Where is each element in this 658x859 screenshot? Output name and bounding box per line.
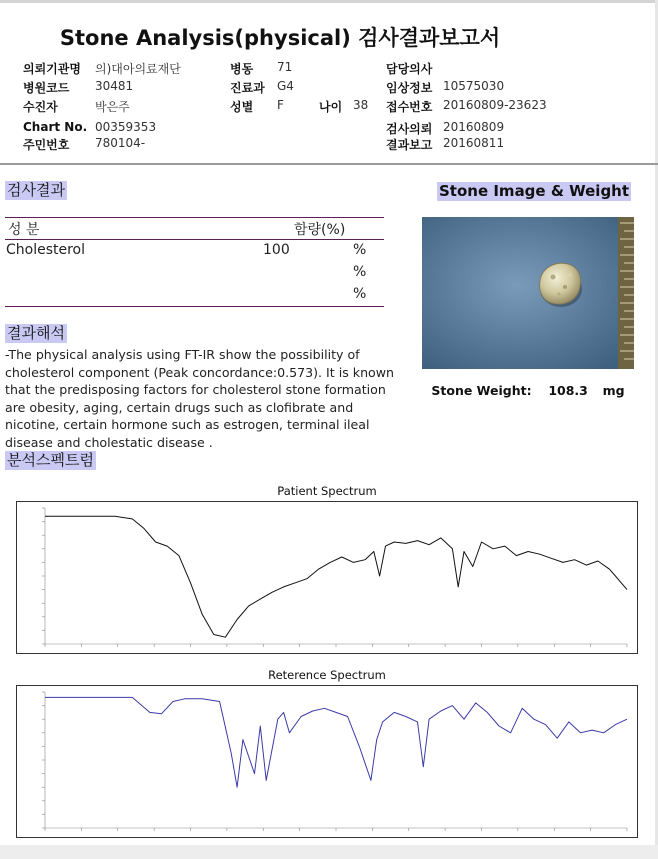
chart-no-value: 00359353 <box>95 120 157 134</box>
ward-value: 71 <box>277 60 293 74</box>
reference-spectrum-line <box>45 697 627 787</box>
receipt-no-value: 20160809-23623 <box>443 98 547 112</box>
stone-photo <box>422 217 634 369</box>
stone-weight-unit: mg <box>602 383 625 398</box>
request-date-label: 검사의뢰 <box>386 122 433 136</box>
ward-label: 병동 <box>230 62 254 76</box>
page-bottom-band <box>0 845 658 859</box>
stone-weight-value: 108.3 <box>548 383 588 398</box>
result-component-1: Cholesterol <box>6 242 86 258</box>
hospital-code-value: 30481 <box>95 79 134 93</box>
spectrum-heading: 분석스펙트럼 <box>7 451 94 469</box>
sex-value: F <box>277 98 284 112</box>
col-component-header: 성 분 <box>8 222 40 238</box>
age-value: 38 <box>353 98 369 112</box>
clinical-info-value: 10575030 <box>443 79 505 93</box>
patient-spectrum-svg <box>17 502 637 653</box>
results-heading: 검사결과 <box>7 181 65 199</box>
reference-spectrum-title: Reterence Spectrum <box>268 668 386 682</box>
department-label: 진료과 <box>230 81 265 95</box>
table-top-rule <box>5 217 384 218</box>
stone-heading: Stone Image & Weight <box>439 182 630 200</box>
institution-label: 의뢰기관명 <box>23 62 81 76</box>
result-unit-3: % <box>353 286 367 302</box>
interpretation-text: -The physical analysis using FT-IR show the possibility of cholesterol component (Peak concordance:0.573). It is known that the predisposing factors for cholesterol stone formation are obesity, aging, certain drugs such as clofibrate and nicotine, certain hormone such as estrogen, terminal ileal disease and cholestatic disease . <box>5 347 395 450</box>
report-title: Stone Analysis(physical) 검사결과보고서 <box>59 26 501 50</box>
doctor-label: 담당의사 <box>386 62 433 76</box>
patient-label: 수진자 <box>23 100 58 114</box>
interpretation-heading: 결과해석 <box>7 324 65 342</box>
stone-photo-image <box>422 217 634 369</box>
patient-value: 박은주 <box>95 100 130 114</box>
resident-no-value: 780104- <box>95 136 146 150</box>
chart-no-label: Chart No. <box>23 120 88 134</box>
top-border <box>0 0 658 3</box>
department-value: G4 <box>277 79 294 93</box>
table-header-rule <box>5 239 384 240</box>
result-value-1: 100 <box>263 242 290 258</box>
report-date-label: 결과보고 <box>386 138 433 152</box>
sex-label: 성별 <box>230 100 254 114</box>
result-unit-1: % <box>353 242 367 258</box>
table-bottom-rule <box>5 306 384 307</box>
request-date-value: 20160809 <box>443 120 505 134</box>
clinical-info-label: 임상정보 <box>386 81 433 95</box>
result-unit-2: % <box>353 264 367 280</box>
institution-value: 의)대아의료재단 <box>95 62 181 76</box>
report-date-value: 20160811 <box>443 136 505 150</box>
col-content-header: 함량(%) <box>294 222 346 238</box>
reference-spectrum-chart <box>16 685 638 838</box>
receipt-no-label: 접수번호 <box>386 100 433 114</box>
resident-no-label: 주민번호 <box>23 138 70 152</box>
header-divider <box>0 163 658 165</box>
age-label: 나이 <box>319 100 343 114</box>
patient-spectrum-title: Patient Spectrum <box>277 484 377 498</box>
reference-spectrum-svg <box>17 686 637 837</box>
stone-weight <box>422 383 634 398</box>
hospital-code-label: 병원코드 <box>23 81 70 95</box>
patient-spectrum-line <box>45 516 627 637</box>
stone-weight-label: Stone Weight: <box>431 383 532 398</box>
patient-spectrum-chart <box>16 501 638 654</box>
